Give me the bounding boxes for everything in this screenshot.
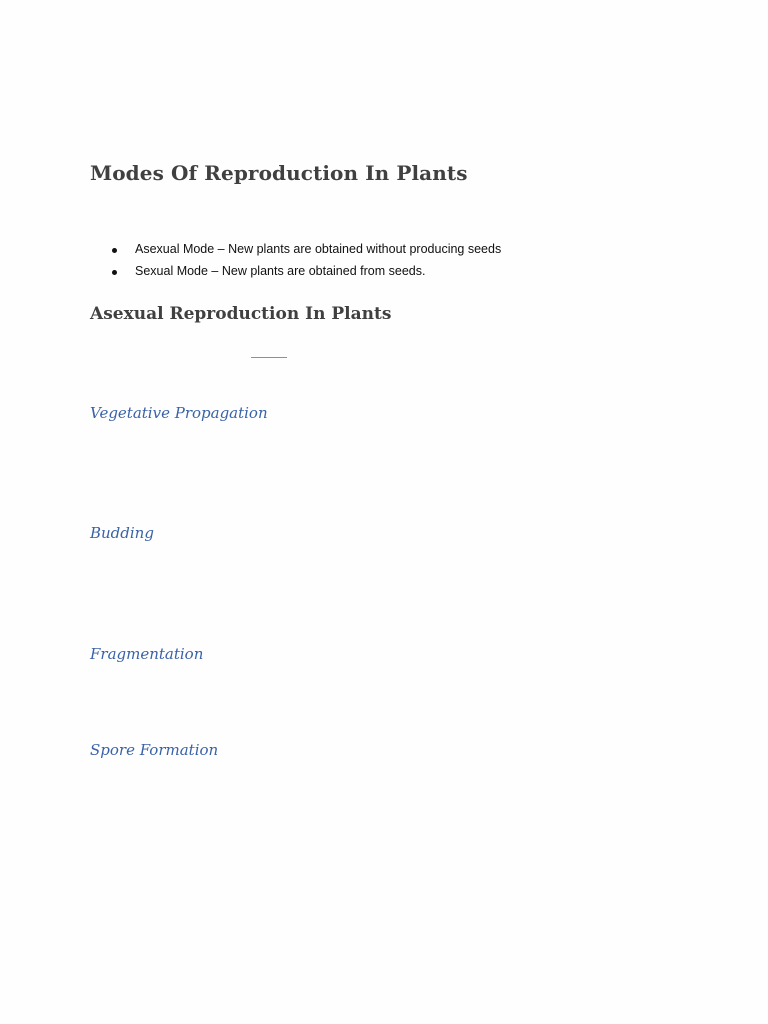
bullet-icon <box>112 248 117 253</box>
hyperlink-underline[interactable] <box>251 357 287 358</box>
section-heading: Asexual Reproduction In Plants <box>90 304 392 324</box>
subheading-fragmentation: Fragmentation <box>90 645 204 663</box>
page-title: Modes Of Reproduction In Plants <box>90 161 468 185</box>
list-item-text: Sexual Mode – New plants are obtained from seeds. <box>135 264 426 278</box>
list-item-text: Asexual Mode – New plants are obtained without producing seeds <box>135 242 502 256</box>
bullet-icon <box>112 270 117 275</box>
subheading-vegetative-propagation: Vegetative Propagation <box>90 404 268 422</box>
subheading-spore-formation: Spore Formation <box>90 741 219 759</box>
subheading-budding: Budding <box>90 524 154 542</box>
